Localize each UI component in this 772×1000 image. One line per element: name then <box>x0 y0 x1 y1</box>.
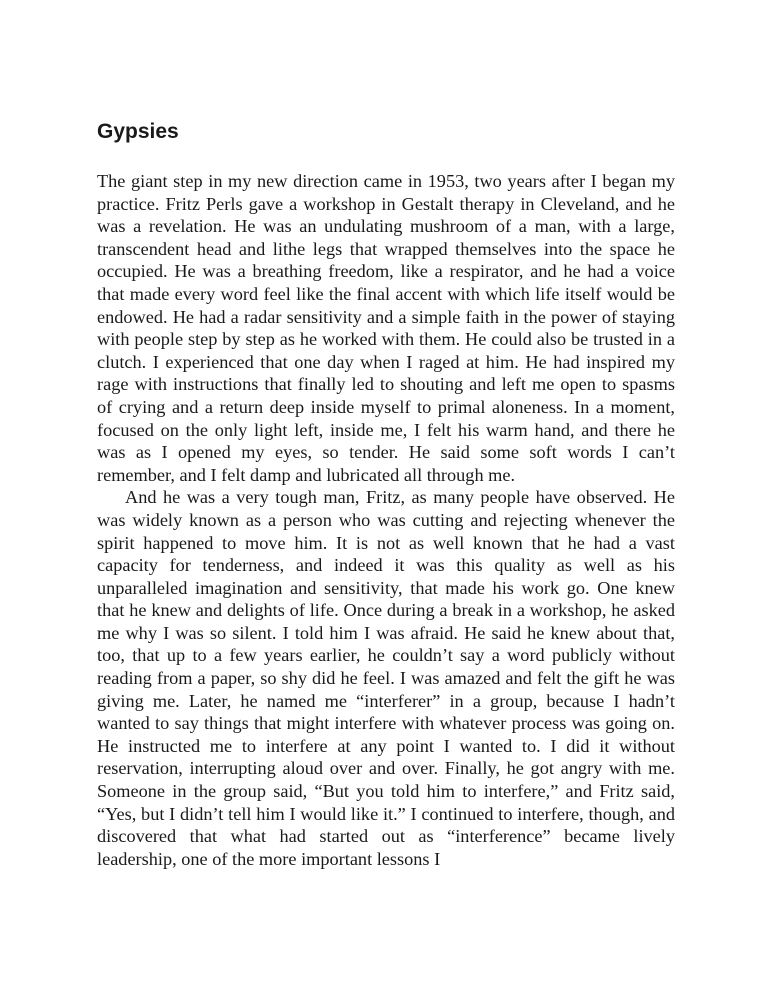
body-paragraph-1: The giant step in my new direction came in 1953, two years after I began my practice. Fritz Perls gave a workshop in Gestalt therapy in Cleveland, and he was a revelation. He was an undulating mushroom of a man, with a large, transcendent head and lithe legs that wrapped themselves into the space he occupied. He was a breathing freedom, like a respirator, and he had a voice that made every word feel like the final accent with which life itself would be endowed. He had a radar sensitivity and a simple faith in the power of staying with people step by step as he worked with them. He could also be trusted in a clutch. I experienced that one day when I raged at him. He had inspired my rage with instructions that finally led to shouting and left me open to spasms of crying and a return deep inside myself to primal aloneness. In a moment, focused on the only light left, inside me, I felt his warm hand, and there he was as I opened my eyes, so tender. He said some soft words I can’t remember, and I felt damp and lubricated all through me. <box>97 171 675 485</box>
body-paragraph-2: And he was a very tough man, Fritz, as many people have observed. He was widely known as a person who was cutting and rejecting whenever the spirit happened to move him. It is not as well known that he had a vast capacity for tenderness, and indeed it was this quality as well as his unparalleled imagination and sensitivity, that made his work go. One knew that he knew and delights of life. Once during a break in a workshop, he asked me why I was so silent. I told him I was afraid. He said he knew about that, too, that up to a few years earlier, he couldn’t say a word publicly without reading from a paper, so shy did he feel. I was amazed and felt the gift he was giving me. Later, he named me “interferer” in a group, because I hadn’t wanted to say things that might interfere with whatever process was going on. He instructed me to interfere at any point I wanted to. I did it without reservation, interrupting aloud over and over. Finally, he got angry with me. Someone in the group said, “But you told him to interfere,” and Fritz said, “Yes, but I didn’t tell him I would like it.” I continued to interfere, though, and discovered that what had started out as “interference” became lively leadership, one of the more important lessons I <box>97 487 675 869</box>
page-content <box>97 118 675 870</box>
section-heading: Gypsies <box>97 120 179 143</box>
